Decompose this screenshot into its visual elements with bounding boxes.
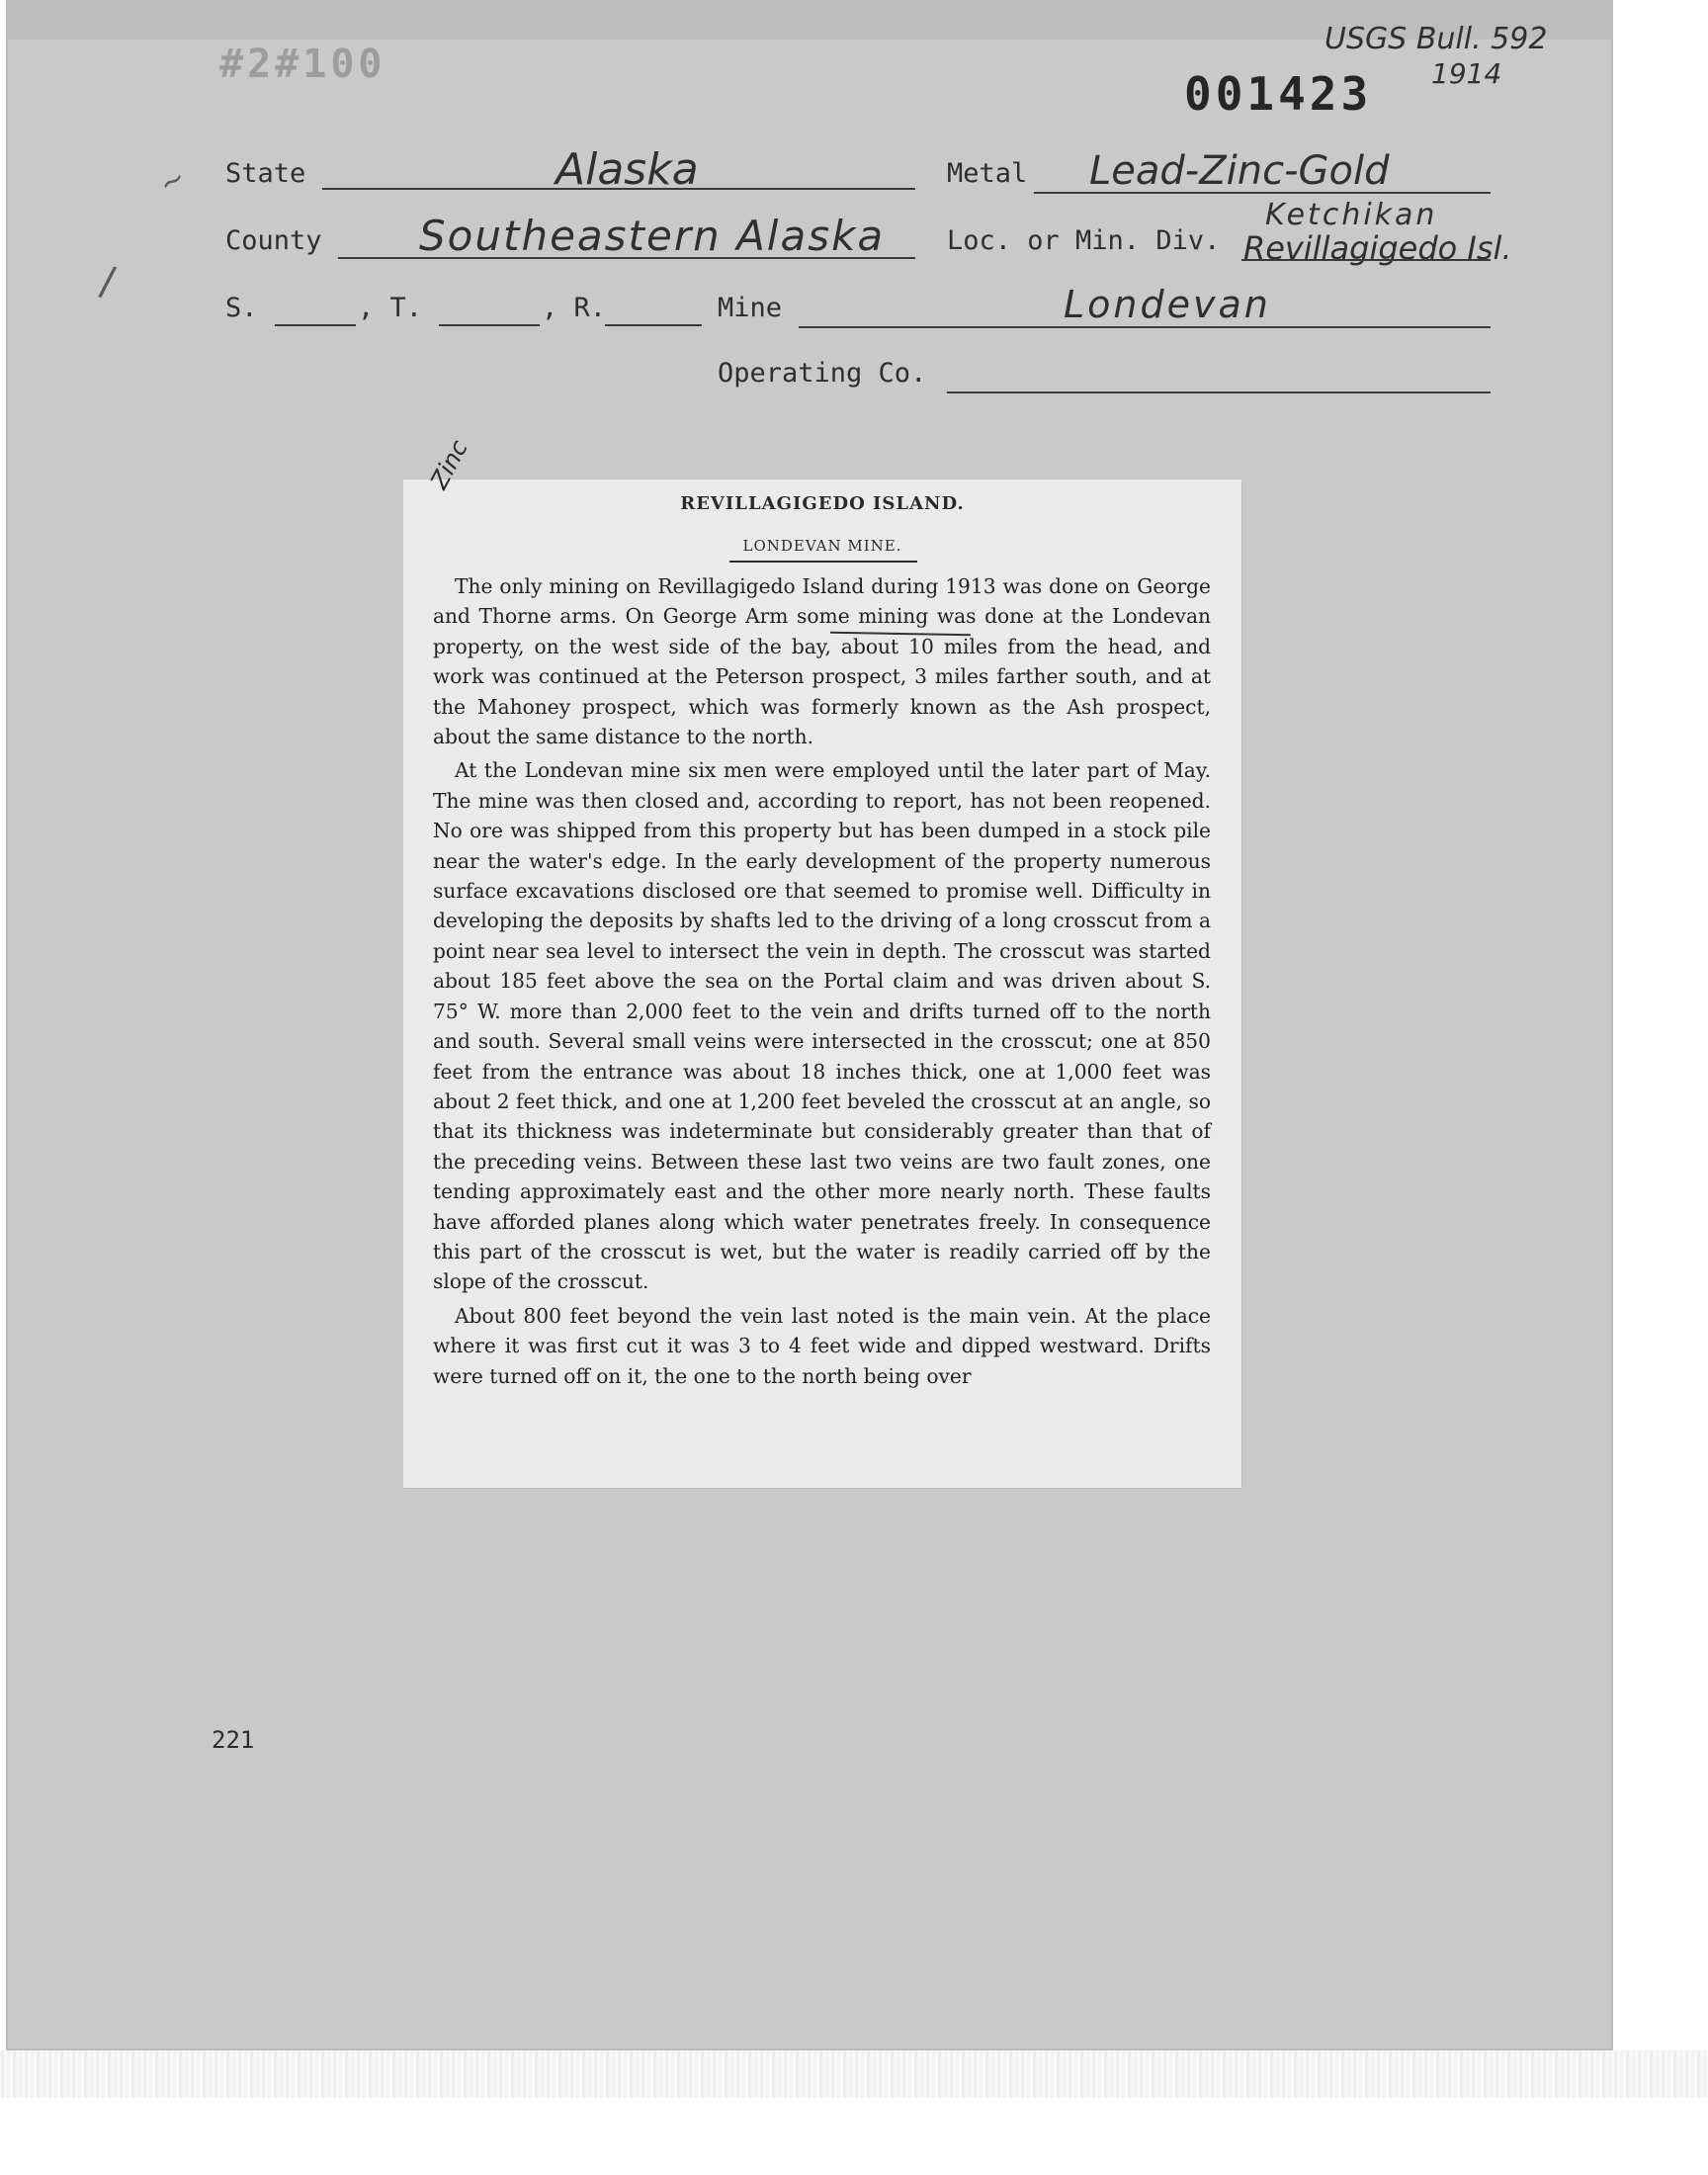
page-number: 221 bbox=[212, 1726, 255, 1754]
range-label: , R. bbox=[542, 293, 607, 323]
reference-note-line1: USGS Bull. 592 bbox=[1324, 22, 1548, 56]
section-label: S. bbox=[225, 293, 258, 323]
county-label: County bbox=[225, 225, 322, 256]
loc-label: Loc. or Min. Div. bbox=[947, 225, 1221, 256]
mine-underline bbox=[799, 326, 1491, 328]
loc-value-top: Ketchikan bbox=[1265, 198, 1438, 232]
county-value: Southeastern Alaska bbox=[419, 212, 886, 260]
metal-label: Metal bbox=[947, 158, 1028, 189]
clipping-subheading-rule bbox=[729, 561, 917, 563]
range-underline bbox=[605, 324, 702, 326]
township-underline bbox=[439, 324, 540, 326]
state-label: State bbox=[225, 158, 306, 189]
township-label: , T. bbox=[358, 293, 423, 323]
loc-underline bbox=[1241, 259, 1491, 261]
reference-note-line2: 1914 bbox=[1431, 57, 1502, 90]
operating-underline bbox=[947, 392, 1491, 393]
operating-label: Operating Co. bbox=[718, 358, 927, 389]
loc-value: Revillagigedo Isl. bbox=[1243, 229, 1512, 267]
margin-tick-mark: ~ bbox=[152, 160, 193, 203]
section-underline bbox=[275, 324, 356, 326]
scan-artifact-strip bbox=[0, 2050, 1708, 2098]
clipping-margin-note: Zinc bbox=[425, 435, 473, 494]
mine-value: Londevan bbox=[1064, 283, 1271, 326]
faint-stamp: #2#100 bbox=[219, 42, 386, 87]
state-value: Alaska bbox=[555, 144, 699, 195]
clipping-paragraph: The only mining on Revillagigedo Island during 1913 was done on George and Thorne arms. On George Arm some mining was done at the Londevan property, on the west side of the bay, about 10 miles from the head, and work was continued at the Peterson prospect, 3 miles farther south, and at the Mahoney prospect, which was formerly known as the Ash prospect, about the same distance to the north. bbox=[433, 574, 1211, 749]
mine-label: Mine bbox=[718, 293, 783, 323]
metal-value: Lead-Zinc-Gold bbox=[1089, 148, 1390, 194]
clipping-body bbox=[433, 571, 1211, 1395]
clipping-heading: REVILLAGIGEDO ISLAND. bbox=[680, 493, 965, 514]
serial-number: 001423 bbox=[1184, 67, 1373, 121]
pasted-clipping bbox=[403, 479, 1241, 1488]
clipping-paragraph: About 800 feet beyond the vein last noted is the main vein. At the place where it was first cut it was 3 to 4 feet wide and dipped westward. Drifts were turned off on it, the one to the north being over bbox=[433, 1303, 1211, 1388]
clipping-subheading: LONDEVAN MINE. bbox=[742, 537, 902, 555]
clipping-paragraph: At the Londevan mine six men were employed until the later part of May. The mine was then closed and, according to report, has not been reopened. No ore was shipped from this property but has been dumped in a stock pile near the water's edge. In the early development of the property numerous surface excavations disclosed ore that seemed to promise well. Difficulty in developing the deposits by shafts led to the driving of a long crosscut from a point near sea level to intersect the vein in depth. The crosscut was started about 185 feet above the sea on the Portal claim and was driven about S. 75° W. more than 2,000 feet to the vein and drifts turned off to the north and south. Several small veins were intersected in the crosscut; one at 850 feet from the entrance was about 18 inches thick, one at 1,000 feet was about 2 feet thick, and one at 1,200 feet beveled the crosscut at an angle, so that its thickness was indeterminate but considerably greater than that of the preceding veins. Between these last two veins are two fault zones, one tending approximately east and the other more nearly north. These faults have afforded planes along which water penetrates freely. In consequence this part of the crosscut is wet, but the water is readily carried off by the slope of the crosscut. bbox=[433, 758, 1211, 1294]
margin-stroke-mark: / bbox=[97, 258, 119, 305]
